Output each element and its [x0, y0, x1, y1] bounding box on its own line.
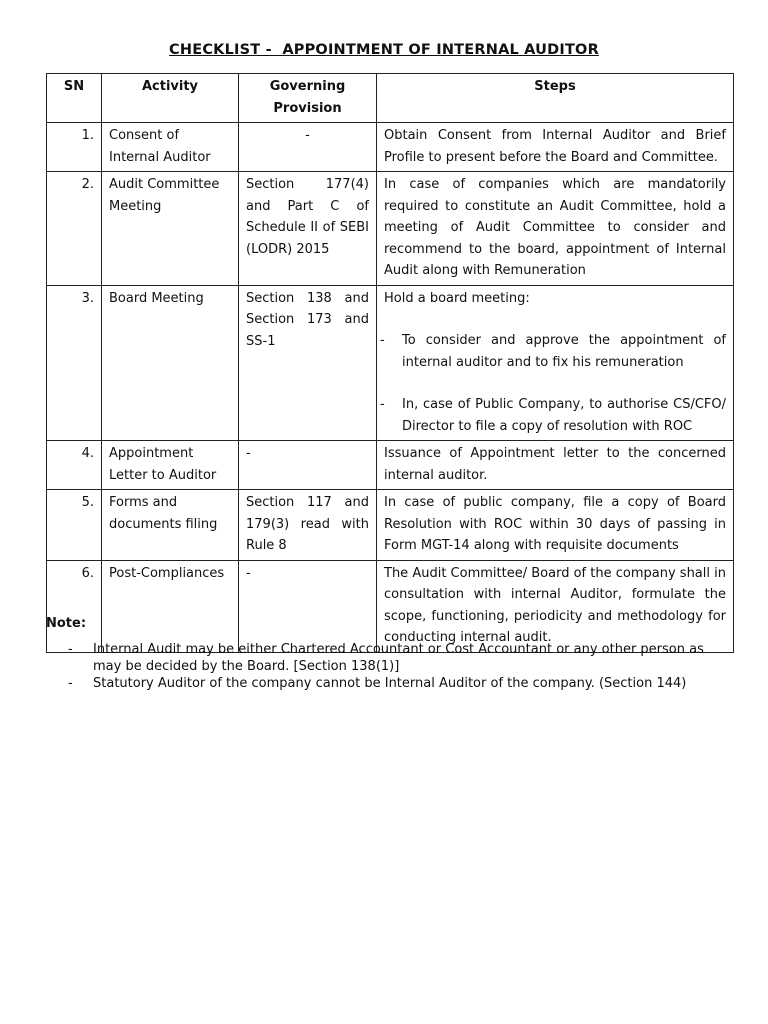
row-steps: [377, 285, 734, 441]
steps-intro: Hold a board meeting:: [384, 290, 530, 306]
row-governing-provision: -: [239, 441, 377, 490]
table-header-row: [47, 74, 734, 123]
row-sn: 3.: [47, 285, 102, 441]
steps-list-item: [380, 330, 726, 373]
row-governing-provision: Section 117 and 179(3) read with Rule 8: [239, 490, 377, 561]
row-sn: 2.: [47, 172, 102, 286]
row-steps: In case of companies which are mandatorily required to constitute an Audit Committee, hold a meeting of Audit Committee to consider and recommend to the board, appointment of Internal Audit along with Remuneration: [377, 172, 734, 286]
header-sn: SN: [47, 74, 102, 123]
table-row: [47, 560, 734, 652]
dash-marker: -: [380, 397, 385, 412]
checklist-table: [46, 73, 734, 653]
header-activity: Activity: [102, 74, 239, 123]
steps-list-item: [380, 394, 726, 437]
page-title: CHECKLIST - APPOINTMENT OF INTERNAL AUDITOR: [169, 42, 599, 58]
note-text: Internal Audit may be either Chartered Accountant or Cost Accountant or any other person as may be decided by the Board. [Section 138(1)]: [93, 642, 704, 674]
header-steps: Steps: [377, 74, 734, 123]
row-steps: The Audit Committee/ Board of the company shall in consultation with internal Auditor, formulate the scope, functioning, periodicity and methodology for conducting internal audit.: [377, 560, 734, 652]
steps-list-item-text: In, case of Public Company, to authorise CS/CFO/ Director to file a copy of resolution with ROC: [402, 397, 726, 434]
note-dash-marker: -: [68, 676, 73, 691]
row-governing-provision: -: [239, 560, 377, 652]
row-activity: Audit Committee Meeting: [102, 172, 239, 286]
table-row: [47, 172, 734, 286]
row-governing-provision: Section 138 and Section 173 and SS-1: [239, 285, 377, 441]
note-item: [68, 641, 708, 675]
dash-marker: -: [380, 333, 385, 348]
table-row: [47, 285, 734, 441]
steps-list-item-text: To consider and approve the appointment of internal auditor and to fix his remuneration: [402, 333, 726, 370]
note-text: Statutory Auditor of the company cannot be Internal Auditor of the company. (Section 144): [93, 676, 687, 691]
row-activity: Appointment Letter to Auditor: [102, 441, 239, 490]
table-row: [47, 123, 734, 172]
row-governing-provision: -: [239, 123, 377, 172]
row-governing-provision: Section 177(4) and Part C of Schedule II of SEBI (LODR) 2015: [239, 172, 377, 286]
table-row: [47, 441, 734, 490]
note-label: Note:: [46, 616, 87, 631]
row-sn: 1.: [47, 123, 102, 172]
row-steps: In case of public company, file a copy of Board Resolution with ROC within 30 days of passing in Form MGT-14 along with requisite documents: [377, 490, 734, 561]
row-steps: Issuance of Appointment letter to the concerned internal auditor.: [377, 441, 734, 490]
row-sn: 4.: [47, 441, 102, 490]
row-steps: Obtain Consent from Internal Auditor and Brief Profile to present before the Board and Committee.: [377, 123, 734, 172]
note-item: [68, 675, 708, 692]
row-activity: Board Meeting: [102, 285, 239, 441]
table-row: [47, 490, 734, 561]
row-activity: Post-Compliances: [102, 560, 239, 652]
row-activity: Consent of Internal Auditor: [102, 123, 239, 172]
row-sn: 6.: [47, 560, 102, 652]
notes-list: [68, 641, 708, 692]
note-dash-marker: -: [68, 642, 73, 657]
row-sn: 5.: [47, 490, 102, 561]
header-governing-provision: Governing Provision: [239, 74, 377, 123]
row-activity: Forms and documents filing: [102, 490, 239, 561]
